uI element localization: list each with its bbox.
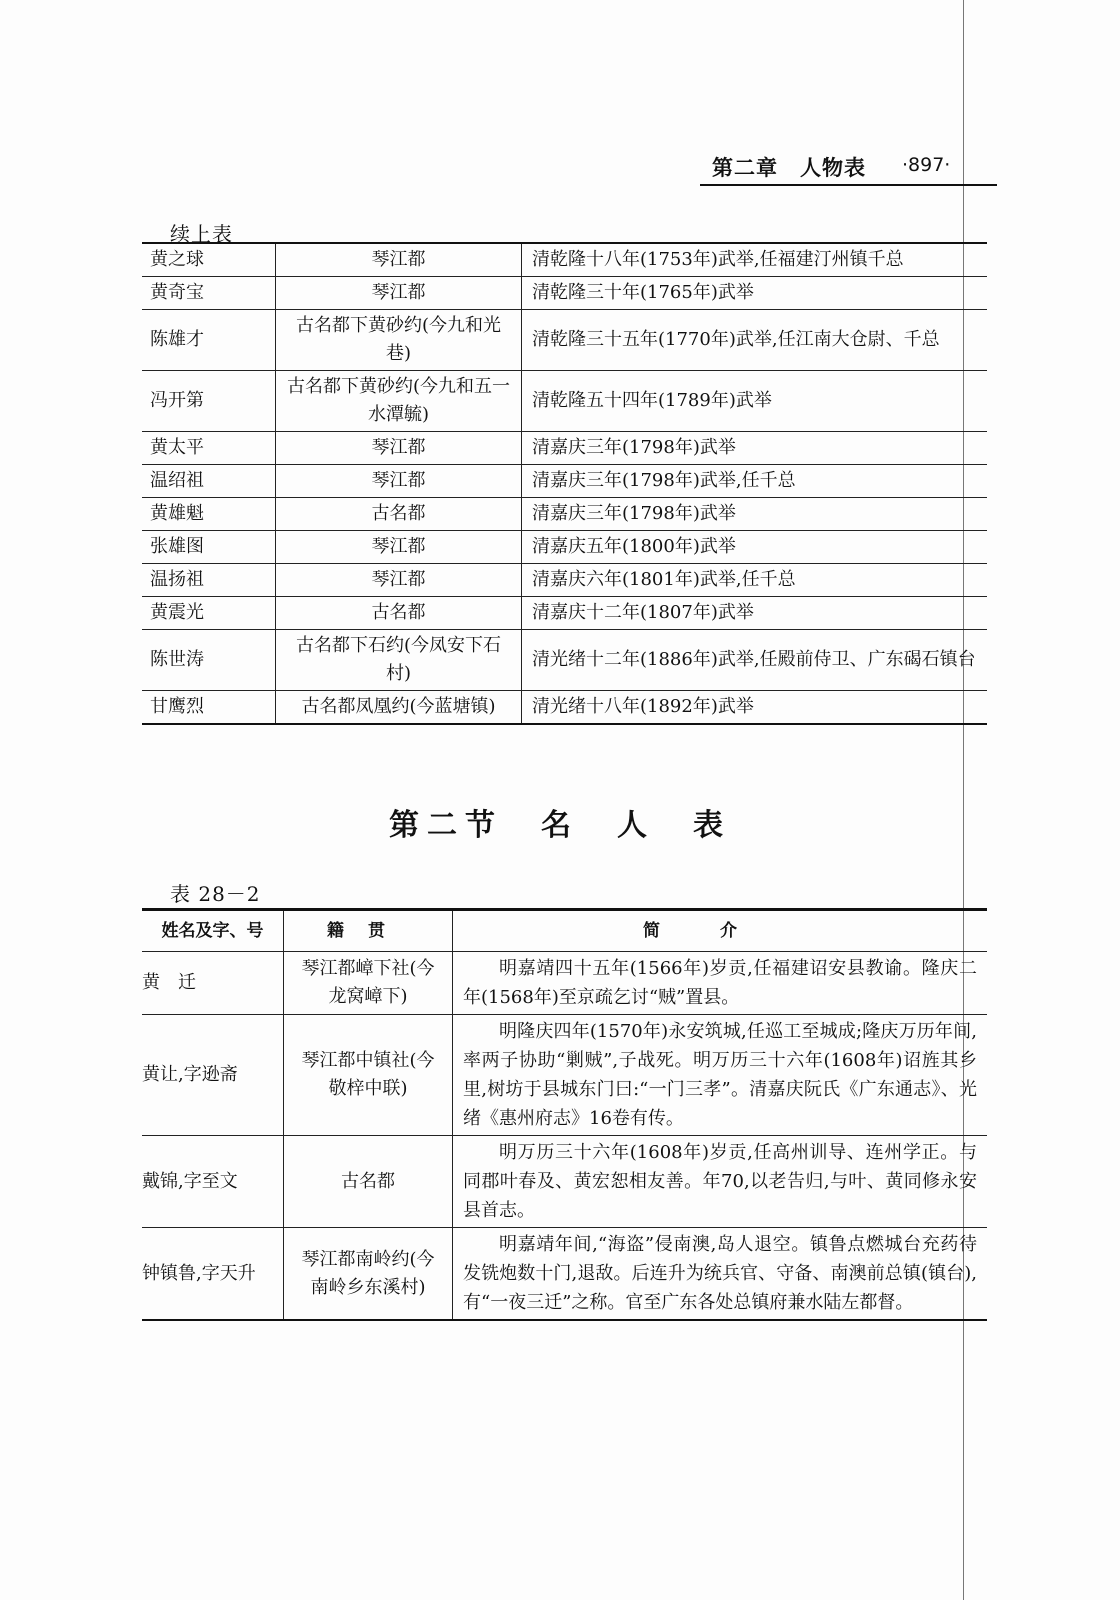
person-biography: 明隆庆四年(1570年)永安筑城,任巡工至城成;隆庆万历年间,率两子协助“剿贼”,子战死。明万历三十六年(1608年)诏旌其乡里,树坊于县城东门曰:“一门三孝”。清嘉庆阮氏《广东通志》、光绪《惠州府志》16卷有传。 (453, 1015, 988, 1136)
person-name: 戴锦,字至文 (142, 1136, 284, 1228)
table-row (142, 277, 987, 310)
record-note: 清乾隆三十年(1765年)武举 (522, 277, 988, 310)
native-place: 琴江都 (276, 277, 522, 310)
person-name: 黄之球 (142, 243, 276, 277)
native-place: 琴江都中镇社(今敬梓中联) (284, 1015, 453, 1136)
person-biography: 明万历三十六年(1608年)岁贡,任高州训导、连州学正。与同郡叶春及、黄宏恕相友善。年70,以老告归,与叶、黄同修永安县首志。 (453, 1136, 988, 1228)
table-row (142, 1015, 987, 1136)
native-place: 古名都下石约(今凤安下石村) (276, 630, 522, 691)
table-row (142, 1136, 987, 1228)
table-row (142, 691, 987, 725)
table-row (142, 630, 987, 691)
native-place: 琴江都 (276, 243, 522, 277)
record-note: 清嘉庆六年(1801年)武举,任千总 (522, 564, 988, 597)
section-title: 第二节 名 人 表 (389, 808, 731, 843)
table-row (142, 465, 987, 498)
record-note: 清嘉庆三年(1798年)武举,任千总 (522, 465, 988, 498)
native-place: 古名都 (276, 498, 522, 531)
table-header-row (142, 910, 987, 952)
native-place: 古名都下黄砂约(今九和光巷) (276, 310, 522, 371)
person-name: 陈雄才 (142, 310, 276, 371)
person-name: 黄奇宝 (142, 277, 276, 310)
person-name: 黄让,字逊斋 (142, 1015, 284, 1136)
person-name: 温绍祖 (142, 465, 276, 498)
native-place: 琴江都 (276, 564, 522, 597)
table-row (142, 531, 987, 564)
record-note: 清嘉庆三年(1798年)武举 (522, 432, 988, 465)
record-note: 清光绪十八年(1892年)武举 (522, 691, 988, 725)
page-number: ·897· (902, 154, 951, 176)
native-place: 古名都凤凰约(今蓝塘镇) (276, 691, 522, 725)
record-note: 清乾隆十八年(1753年)武举,任福建汀州镇千总 (522, 243, 988, 277)
person-biography: 明嘉靖年间,“海盗”侵南澳,岛人退空。镇鲁点燃城台充药待发铣炮数十门,退敌。后连升为统兵官、守备、南澳前总镇(镇台),有“一夜三迁”之称。官至广东各处总镇府兼水陆左都督。 (453, 1228, 988, 1321)
native-place: 琴江都 (276, 531, 522, 564)
native-place: 琴江都南岭约(今南岭乡东溪村) (284, 1228, 453, 1321)
column-header-origin: 籍贯 (284, 910, 453, 952)
person-name: 黄 迁 (142, 952, 284, 1015)
person-biography: 明嘉靖四十五年(1566年)岁贡,任福建诏安县教谕。隆庆二年(1568年)至京疏乞讨“贼”置县。 (453, 952, 988, 1015)
table-row (142, 432, 987, 465)
native-place: 古名都 (276, 597, 522, 630)
record-note: 清嘉庆十二年(1807年)武举 (522, 597, 988, 630)
person-name: 黄震光 (142, 597, 276, 630)
record-note: 清嘉庆三年(1798年)武举 (522, 498, 988, 531)
person-name: 冯开第 (142, 371, 276, 432)
table-row (142, 952, 987, 1015)
table-row (142, 498, 987, 531)
table-row (142, 243, 987, 277)
person-name: 黄雄魁 (142, 498, 276, 531)
table-row (142, 564, 987, 597)
column-header-name: 姓名及字、号 (142, 910, 284, 952)
record-note: 清乾隆五十四年(1789年)武举 (522, 371, 988, 432)
person-name: 陈世涛 (142, 630, 276, 691)
person-name: 张雄图 (142, 531, 276, 564)
native-place: 琴江都 (276, 465, 522, 498)
record-note: 清嘉庆五年(1800年)武举 (522, 531, 988, 564)
native-place: 琴江都嶂下社(今龙窝嶂下) (284, 952, 453, 1015)
chapter-title: 第二章 人物表 (712, 156, 866, 180)
person-name: 温扬祖 (142, 564, 276, 597)
table-row (142, 371, 987, 432)
notable-people-table (142, 908, 987, 1321)
military-candidates-table (142, 242, 987, 725)
native-place: 古名都下黄砂约(今九和五一水潭毓) (276, 371, 522, 432)
table-row (142, 310, 987, 371)
native-place: 琴江都 (276, 432, 522, 465)
record-note: 清光绪十二年(1886年)武举,任殿前侍卫、广东碣石镇台 (522, 630, 988, 691)
column-header-bio: 简介 (453, 910, 988, 952)
native-place: 古名都 (284, 1136, 453, 1228)
table-continued-caption: 续上表 (170, 222, 233, 246)
table-row (142, 1228, 987, 1321)
person-name: 黄太平 (142, 432, 276, 465)
table-row (142, 597, 987, 630)
person-name: 钟镇鲁,字天升 (142, 1228, 284, 1321)
page-header (700, 148, 997, 186)
record-note: 清乾隆三十五年(1770年)武举,任江南大仓尉、千总 (522, 310, 988, 371)
person-name: 甘鹰烈 (142, 691, 276, 725)
table-caption: 表 28－2 (170, 882, 261, 906)
